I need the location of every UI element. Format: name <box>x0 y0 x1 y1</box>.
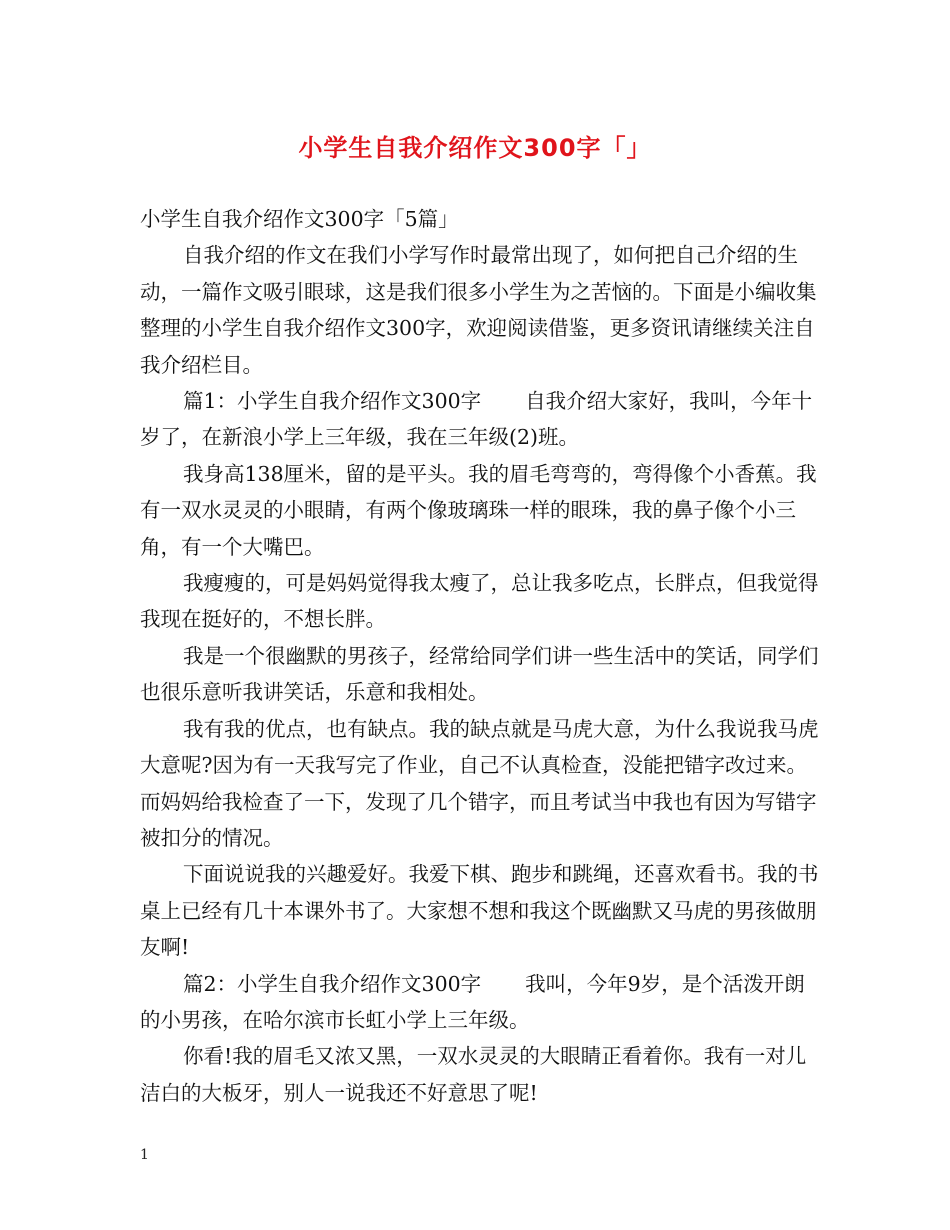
article-2-text: 我叫，今年9岁，是个活泼开朗的小男孩，在哈尔滨市长虹小学上三年级。 <box>140 971 805 1032</box>
article-2-paragraph <box>140 966 820 1039</box>
body-paragraph: 我是一个很幽默的男孩子，经常给同学们讲一些生活中的笑话，同学们也很乐意听我讲笑话，乐意和我相处。 <box>140 643 819 705</box>
document-subtitle: 小学生自我介绍作文300字「5篇」 <box>140 207 459 231</box>
article-1-heading: 篇1：小学生自我介绍作文300字 <box>183 389 482 414</box>
article-1-paragraph <box>140 383 820 456</box>
body-paragraph: 下面说说我的兴趣爱好。我爱下棋、跑步和跳绳，还喜欢看书。我的书桌上已经有几十本课外书了。大家想不想和我这个既幽默又马虎的男孩做朋友啊! <box>140 862 819 960</box>
body-paragraph: 我有我的优点，也有缺点。我的缺点就是马虎大意，为什么我说我马虎大意呢?因为有一天我写完了作业，自己不认真检查，没能把错字改过来。而妈妈给我检查了一下，发现了几个错字，而且考试当中我也有因为写错字被扣分的情况。 <box>140 716 819 850</box>
article-2-heading: 篇2：小学生自我介绍作文300字 <box>183 971 482 996</box>
document-body <box>140 201 820 1111</box>
article-1-text: 自我介绍大家好，我叫，今年十岁了，在新浪小学上三年级，我在三年级(2)班。 <box>140 389 813 450</box>
page-number: 1 <box>140 1147 149 1163</box>
intro-paragraph: 自我介绍的作文在我们小学写作时最常出现了，如何把自己介绍的生动，一篇作文吸引眼球，这是我们很多小学生为之苦恼的。下面是小编收集整理的小学生自我介绍作文300字，欢迎阅读借鉴，更多资讯请继续关注自我介绍栏目。 <box>140 243 817 377</box>
body-paragraph: 我瘦瘦的，可是妈妈觉得我太瘦了，总让我多吃点，长胖点，但我觉得我现在挺好的，不想长胖。 <box>140 571 819 632</box>
document-title: 小学生自我介绍作文300字「」 <box>298 134 652 162</box>
body-paragraph: 我身高138厘米，留的是平头。我的眉毛弯弯的，弯得像个小香蕉。我有一双水灵灵的小眼睛，有两个像玻璃珠一样的眼珠，我的鼻子像个小三角，有一个大嘴巴。 <box>140 461 817 559</box>
body-paragraph: 你看!我的眉毛又浓又黑，一双水灵灵的大眼睛正看着你。我有一对儿洁白的大板牙，别人一说我还不好意思了呢! <box>140 1044 807 1105</box>
